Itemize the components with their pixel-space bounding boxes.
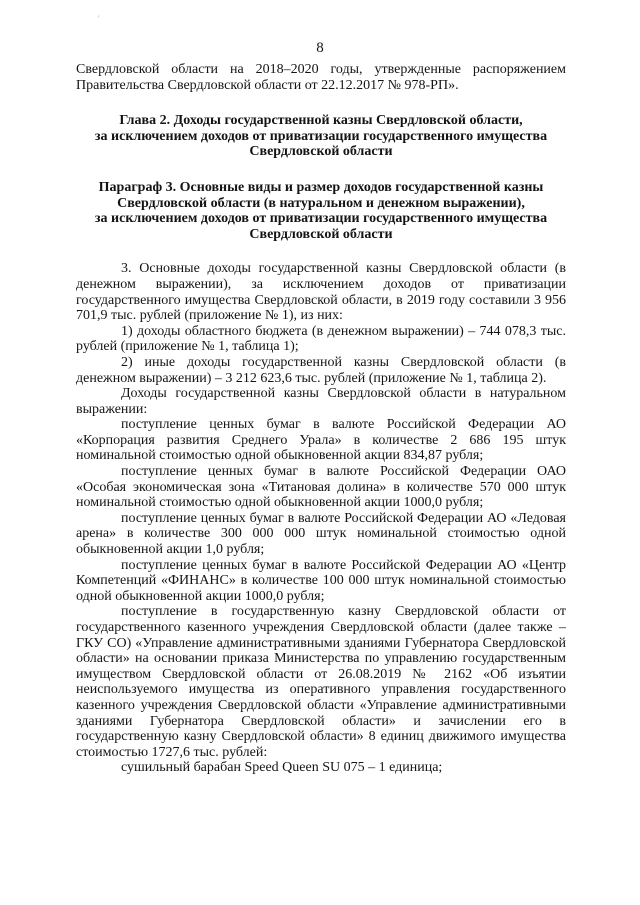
body-paragraph: сушильный барабан Speed Queen SU 075 – 1 единица; <box>121 760 443 776</box>
paragraph-heading-line: Параграф 3. Основные виды и размер доходов государственной казны <box>98 179 544 195</box>
body-paragraph: 1) доходы областного бюджета (в денежном выражении) – 744 078,3 тыс. рублей (приложение № 1, таблица 1); <box>76 323 566 355</box>
body-paragraph: 3. Основные доходы государственной казны Свердловской области (в денежном выражении), за исключением доходов от приватизации государственного имущества Свердловской области, в 2019 году составили 3 956 701,9 тыс. рублей (приложение № 1), из них: <box>76 261 566 324</box>
paragraph-heading-line: Свердловской области (в натуральном и денежном выражении), <box>117 195 525 211</box>
scan-speck: ' <box>98 14 100 24</box>
body-paragraph: 2) иные доходы государственной казны Свердловской области (в денежном выражении) – 3 212 623,6 тыс. рублей (приложение № 1, таблица 2). <box>76 354 566 386</box>
body-paragraph: поступление ценных бумаг в валюте Российской Федерации АО «Центр Компетенций «ФИНАНС» в количестве 100 000 штук номинальной стоимостью одной обыкновенной акции 1000,0 рубля; <box>76 557 566 604</box>
paragraph-heading-line: Свердловской области <box>249 226 393 242</box>
body-paragraph: поступление ценных бумаг в валюте Российской Федерации АО «Ледовая арена» в количестве 300 000 000 штук номинальной стоимостью одной обыкновенной акции 1,0 рубля; <box>76 510 566 558</box>
chapter-heading-line: за исключением доходов от приватизации государственного имущества <box>94 128 548 144</box>
body-paragraph: поступление ценных бумаг в валюте Российской Федерации ОАО «Особая экономическая зона «Титановая долина» в количестве 570 000 штук номинальной стоимостью одной обыкновенной акции 1000,0 рубля; <box>76 464 566 511</box>
chapter-heading-line: Свердловской области <box>249 144 393 160</box>
chapter-heading-line: Глава 2. Доходы государственной казны Свердловской области, <box>119 113 523 129</box>
body-paragraph: Доходы государственной казны Свердловской области в натуральном выражении: <box>76 386 566 417</box>
body-paragraph: поступление в государственную казну Свердловской области от государственного казенного учреждения Свердловской области (далее также – ГКУ СО) «Управление административными зданиями Губернатора Свердловской области» на основании приказа Министерства по управлению государственным имуществом Свердловской области от 26.08.2019 № 2162 «Об изъятии неиспользуемого имущества из оперативного управления государственного казенного учреждения Свердловской области «Управление административными зданиями Губернатора Свердловской области» и зачислении его в государственную казну Свердловской области» 8 единиц движимого имущества стоимостью 1727,6 тыс. рублей: <box>76 604 566 760</box>
paragraph-heading-line: за исключением доходов от приватизации государственного имущества <box>94 211 548 227</box>
page-number: 8 <box>316 40 324 56</box>
body-text <box>76 261 566 776</box>
paragraph-heading <box>84 180 558 242</box>
body-paragraph: поступление ценных бумаг в валюте Российской Федерации АО «Корпорация развития Среднего Урала» в количестве 2 686 195 штук номинальной стоимостью одной обыкновенной акции 834,87 рубля; <box>76 417 566 464</box>
page-content <box>76 62 566 776</box>
chapter-heading <box>84 113 558 160</box>
intro-paragraph: Свердловской области на 2018–2020 годы, утвержденные распоряжением Правительства Свердловской области от 22.12.2017 № 978-РП». <box>76 62 566 93</box>
